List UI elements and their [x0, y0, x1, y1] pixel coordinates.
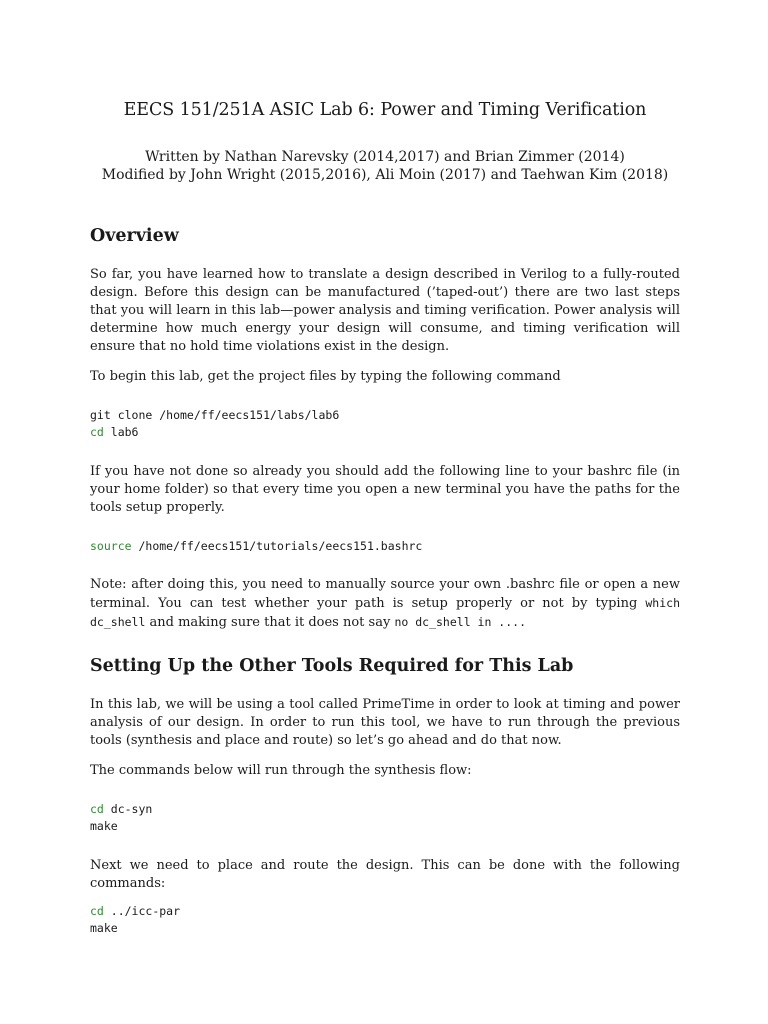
overview-paragraph-1: So far, you have learned how to translate a design described in Verilog to a fully-routed design. Before this design can be manufactured (’taped-out’) there are two last steps that you will learn in this lab—power analysis and timing verification. Power analysis will determine how much energy your design will consume, and timing verification will ensure that no hold time violations exist in the design. [90, 267, 680, 354]
overview-paragraph-4 [90, 576, 680, 632]
code-block-git-clone [90, 407, 339, 441]
authors-modified-by: Modified by John Wright (2015,2016), Ali Moin (2017) and Taehwan Kim (2018) [101, 167, 669, 183]
code-block-synthesis [90, 801, 152, 835]
code-block-source [90, 538, 422, 555]
inline-code-which: which dc_shell [90, 596, 680, 629]
code-argument: lab6 [103, 425, 139, 439]
code-keyword: source [90, 539, 132, 553]
code-keyword: cd [90, 425, 104, 439]
code-argument: ../icc-par [103, 904, 181, 918]
code-line: make [90, 921, 118, 935]
setup-paragraph-2: The commands below will run through the synthesis flow: [90, 763, 472, 778]
code-line: git clone /home/ff/eecs151/labs/lab6 [90, 408, 340, 422]
overview-paragraph-2: To begin this lab, get the project files by typing the following command [90, 369, 561, 384]
authors-block [90, 148, 680, 184]
code-line: make [90, 819, 118, 833]
document-title: EECS 151/251A ASIC Lab 6: Power and Timing Verification [123, 100, 647, 120]
note-text-b: and making sure that it does not say [145, 615, 395, 630]
code-argument: dc-syn [103, 802, 153, 816]
setup-paragraph-3: Next we need to place and route the design. This can be done with the following commands: [90, 858, 680, 891]
inline-code-no-dc-shell: no dc_shell in .... [394, 615, 527, 629]
note-text-a: Note: after doing this, you need to manually source your own .bashrc file or open a new terminal. You can test whether your path is setup properly or not by typing [90, 577, 680, 611]
setup-heading: Setting Up the Other Tools Required for This Lab [90, 656, 574, 676]
authors-written-by: Written by Nathan Narevsky (2014,2017) and Brian Zimmer (2014) [145, 149, 625, 165]
code-block-place-route [90, 903, 180, 937]
code-keyword: cd [90, 802, 104, 816]
overview-paragraph-3: If you have not done so already you should add the following line to your bashrc file (in your home folder) so that every time you open a new terminal you have the paths for the tools setup properly. [90, 464, 680, 515]
setup-paragraph-1: In this lab, we will be using a tool called PrimeTime in order to look at timing and power analysis of our design. In order to run this tool, we have to run through the previous tools (synthesis and place and route) so let’s go ahead and do that now. [90, 697, 680, 748]
overview-heading: Overview [90, 226, 179, 246]
code-keyword: cd [90, 904, 104, 918]
code-argument: /home/ff/eecs151/tutorials/eecs151.bashrc [131, 539, 423, 553]
